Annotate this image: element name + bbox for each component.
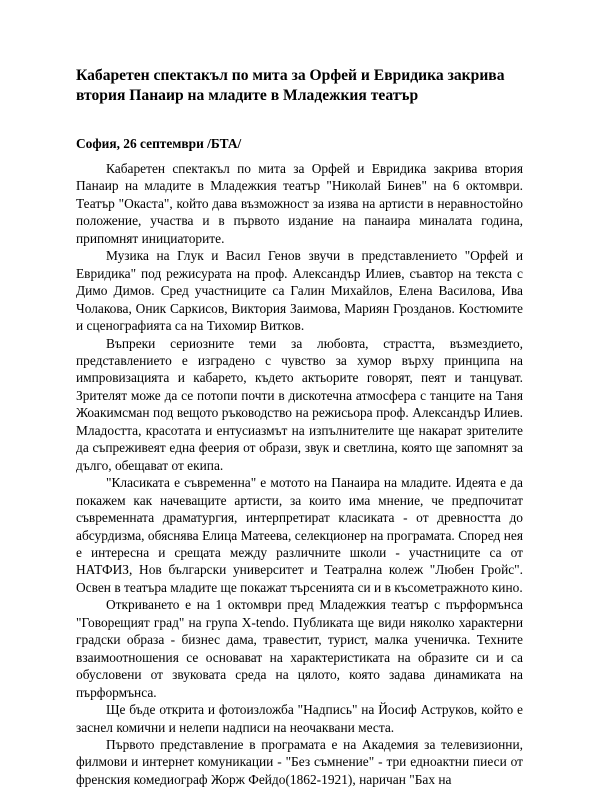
paragraph: Първото представление в програмата е на Академия за телевизионни, филмови и интернет комуникации - "Без съмнение" - три едноактни пиеси от френския комедиограф Жорж Фейдо(1862-1921), наричан "Бах на <box>76 736 523 787</box>
paragraph: Ще бъде открита и фотоизложба "Надпись" на Йосиф Аструков, който е заснел комични и нелепи надписи на неочаквани места. <box>76 702 523 735</box>
paragraph: "Класиката е съвременна" е мотото на Панаира на младите. Идеята е да покажем как начеващите артисти, за които има мнение, че предпочитат съвременната драматургия, интерпретират класиката - от древността до абсурдизма, обяснява Елица Матеева, селекционер на програмата. Според нея е интересна и срещата между различните школи - участниците са от НАТФИЗ, Нов български университет и Театрална колеж "Любен Гройс". Освен в театъра младите ще покажат търсенията си и в късометражното кино. <box>76 475 523 595</box>
paragraph: Откриването е на 1 октомври пред Младежкия театър с пърформънса "Говорещият град" на група X-tendo. Публиката ще види няколко характерни градски образа - бизнес дама, травестит, турист, малка ученичка. Техните взаимоотношения се основават на характеристиката на образите си и са обусловени от звуковата среда на цялото, която задава динамиката на пърформънса. <box>76 597 523 700</box>
article-body <box>76 160 523 787</box>
article-title: Кабаретен спектакъл по мита за Орфей и Евридика закрива втория Панаир на младите в Младежкия театър <box>76 67 505 104</box>
paragraph: Музика на Глук и Васил Генов звучи в представлението "Орфей и Евридика" под режисурата на проф. Александър Илиев, съавтор на текста с Димо Димов. Сред участниците са Галин Михайлов, Елена Василова, Ива Чолакова, Оник Саркисов, Виктория Заимова, Мариян Грозданов. Костюмите и сценографията са на Тихомир Витков. <box>76 248 523 334</box>
paragraph: Кабаретен спектакъл по мита за Орфей и Евридика закрива втория Панаир на младите в Младежкия театър "Николай Бинев" на 6 октомври. Театър "Окаста", който дава възможност за изява на артисти в неравностойно положение, участва и в първото издание на панаира миналата година, припомнят инициаторите. <box>76 161 523 246</box>
dateline: София, 26 септември /БТА/ <box>76 136 242 151</box>
paragraph: Въпреки сериозните теми за любовта, страстта, възмездието, представлението е изградено с чувство за хумор върху принципа на импровизацията и кабарето, където актьорите говорят, пеят и танцуват. Зрителят може да се потопи почти в дискотечна атмосфера с танците на Таня Жоакимсман под вещото ръководство на режисьора проф. Александър Илиев. Младостта, красотата и ентусиазмът на изпълнителите ще накарат зрителите да съпреживеят една феерия от образи, звук и светлина, която ще запомнят за дълго, обещават от екипа. <box>76 335 523 473</box>
